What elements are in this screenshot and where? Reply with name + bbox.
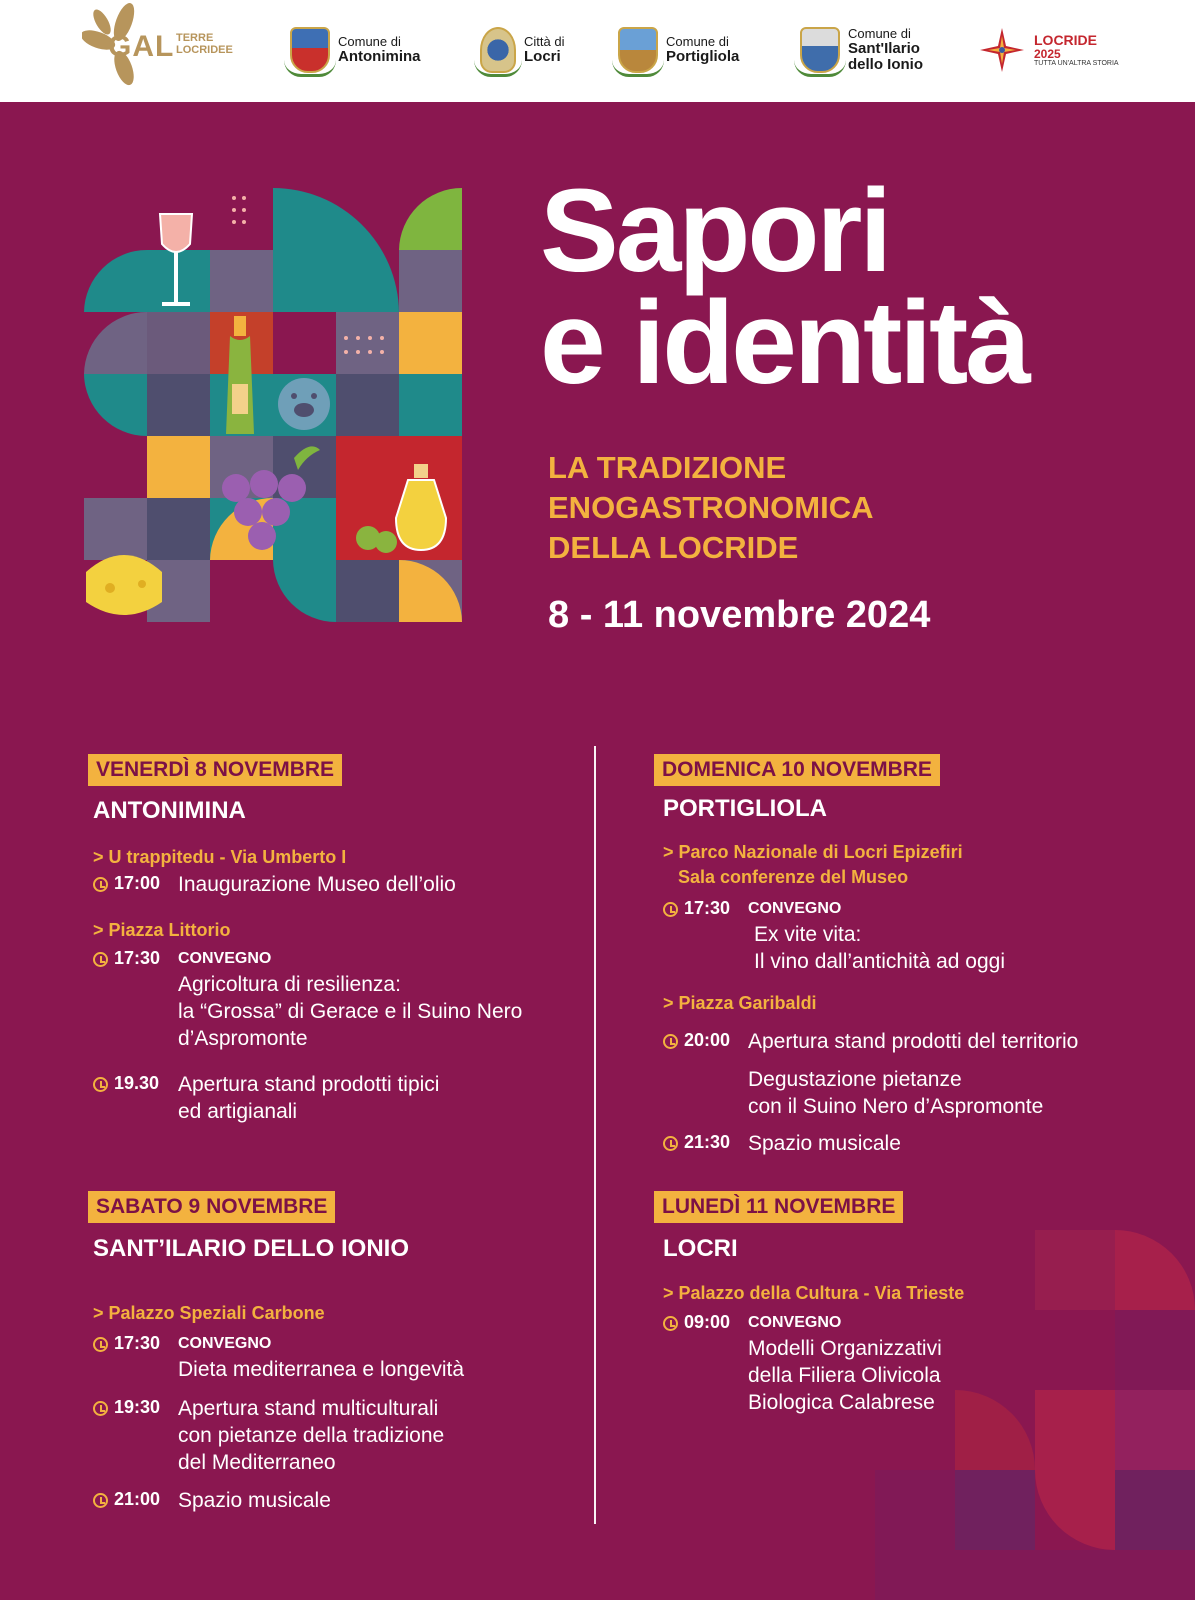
venue-piazza-littorio: > Piazza Littorio xyxy=(93,920,231,940)
logo-small: Comune di xyxy=(848,26,911,42)
page-title xyxy=(540,165,1028,410)
event-desc: Spazio musicale xyxy=(178,1489,331,1512)
event-desc-3: del Mediterraneo xyxy=(178,1451,336,1474)
municipal-crest-icon xyxy=(290,27,330,73)
event-desc-2: ed artigianali xyxy=(178,1100,298,1123)
logo-antonimina xyxy=(290,22,421,78)
subtitle-line-1: LA TRADIZIONE xyxy=(548,450,787,485)
event-time: 19.30 xyxy=(114,1073,160,1093)
event-kind: CONVEGNO xyxy=(748,900,842,917)
event-desc-2: Degustazione pietanze xyxy=(748,1068,962,1091)
food-mosaic-illustration xyxy=(84,188,468,636)
logo-small: Comune di xyxy=(666,34,729,50)
clock-icon xyxy=(93,1401,108,1416)
day-badge-sunday: DOMENICA 10 NOVEMBRE xyxy=(654,754,940,786)
event-desc-1: Apertura stand prodotti tipici xyxy=(178,1073,440,1096)
event-dates: 8 - 11 novembre 2024 xyxy=(548,594,931,636)
event-desc: Inaugurazione Museo dell’olio xyxy=(178,873,456,896)
logo-big: Sant'Ilario xyxy=(848,40,920,58)
clock-icon xyxy=(663,1034,678,1049)
clock-icon xyxy=(93,1077,108,1092)
subtitle-line-3: DELLA LOCRIDE xyxy=(548,530,799,565)
clock-icon xyxy=(663,1136,678,1151)
event-kind: CONVEGNO xyxy=(178,1335,272,1352)
logo-big: Locri xyxy=(524,47,561,65)
event-time: 21:00 xyxy=(114,1489,161,1509)
event-desc-3: Biologica Calabrese xyxy=(748,1391,935,1414)
event-desc-1: Apertura stand multiculturali xyxy=(178,1397,439,1420)
event-desc-2: con pietanze della tradizione xyxy=(178,1424,445,1447)
logo-portigliola xyxy=(618,22,739,78)
gal-sub-2: LOCRIDEE xyxy=(176,44,233,57)
day-badge-monday: LUNEDÌ 11 NOVEMBRE xyxy=(654,1191,903,1223)
clock-icon xyxy=(93,1493,108,1508)
event-time: 19:30 xyxy=(114,1397,161,1417)
event-desc-1: Ex vite vita: xyxy=(754,923,862,946)
title-line-1: Sapori xyxy=(540,165,890,297)
gal-sub-1: TERRE xyxy=(176,32,214,44)
town-antonimina: ANTONIMINA xyxy=(93,797,246,824)
event-desc: Spazio musicale xyxy=(748,1132,901,1155)
cheese-icon xyxy=(86,555,162,615)
municipal-crest-icon xyxy=(480,27,516,73)
event-time: 20:00 xyxy=(684,1030,731,1050)
logo-small: Città di xyxy=(524,34,565,50)
event-desc-2: Il vino dall’antichità ad oggi xyxy=(754,950,1005,973)
gal-name: GAL xyxy=(108,30,175,63)
event-desc-1: Modelli Organizzativi xyxy=(748,1337,942,1360)
town-santilario: SANT’ILARIO DELLO IONIO xyxy=(93,1235,409,1262)
day-badge-saturday: SABATO 9 NOVEMBRE xyxy=(88,1191,335,1223)
subtitle-line-2: ENOGASTRONOMICA xyxy=(548,490,874,525)
event-time: 09:00 xyxy=(684,1312,731,1332)
logo-locride-2025 xyxy=(978,22,1119,78)
event-desc-2: la “Grossa” di Gerace e il Suino Nero xyxy=(178,1000,523,1023)
event-time: 17:30 xyxy=(684,898,731,918)
event-time: 17:30 xyxy=(114,1333,161,1353)
event-kind: CONVEGNO xyxy=(178,950,272,967)
venue-palazzo-speziali: > Palazzo Speziali Carbone xyxy=(93,1303,325,1323)
logo-santilario xyxy=(800,22,923,78)
event-desc-2: della Filiera Olivicola xyxy=(748,1364,941,1387)
logo-locri xyxy=(480,22,564,78)
town-locri: LOCRI xyxy=(663,1235,738,1262)
municipal-crest-icon xyxy=(800,27,840,73)
clock-icon xyxy=(663,1316,678,1331)
logo-bar xyxy=(0,0,1195,102)
town-portigliola: PORTIGLIOLA xyxy=(663,795,827,822)
event-desc: Dieta mediterranea e longevità xyxy=(178,1358,465,1381)
event-time: 17:00 xyxy=(114,873,161,893)
event-desc-1: Agricoltura di resilienza: xyxy=(178,973,401,996)
event-desc: Apertura stand prodotti del territorio xyxy=(748,1030,1079,1053)
event-time: 17:30 xyxy=(114,948,161,968)
logo-small: Comune di xyxy=(338,34,401,50)
event-kind: CONVEGNO xyxy=(748,1314,842,1331)
logo-big: Antonimina xyxy=(338,47,421,65)
pig-icon xyxy=(278,378,330,430)
clock-icon xyxy=(93,1337,108,1352)
locride-line2: 2025 xyxy=(1034,46,1061,61)
logo-big: Portigliola xyxy=(666,47,740,65)
event-desc-3: con il Suino Nero d’Aspromonte xyxy=(748,1095,1044,1118)
venue-sala-conferenze: Sala conferenze del Museo xyxy=(678,867,909,887)
venue-trappitedu: > U trappitedu - Via Umberto I xyxy=(93,847,347,867)
column-divider xyxy=(594,746,596,1524)
event-desc-3: d’Aspromonte xyxy=(178,1027,308,1050)
locride-line3: TUTTA UN'ALTRA STORIA xyxy=(1034,60,1119,68)
page-subtitle xyxy=(548,448,874,568)
municipal-crest-icon xyxy=(618,27,658,73)
compass-star-icon xyxy=(978,26,1026,74)
day-badge-friday: VENERDÌ 8 NOVEMBRE xyxy=(88,754,342,786)
venue-palazzo-cultura: > Palazzo della Cultura - Via Trieste xyxy=(663,1283,965,1303)
event-time: 21:30 xyxy=(684,1132,731,1152)
clock-icon xyxy=(663,902,678,917)
venue-piazza-garibaldi: > Piazza Garibaldi xyxy=(663,993,817,1013)
logo-big-2: dello Ionio xyxy=(848,55,923,73)
title-line-2: e identità xyxy=(540,277,1028,410)
clock-icon xyxy=(93,877,108,892)
clock-icon xyxy=(93,952,108,967)
venue-parco-locri: > Parco Nazionale di Locri Epizefiri xyxy=(663,842,963,862)
locride-line1: LOCRIDE xyxy=(1034,31,1097,48)
gal-subtitle xyxy=(176,32,233,56)
